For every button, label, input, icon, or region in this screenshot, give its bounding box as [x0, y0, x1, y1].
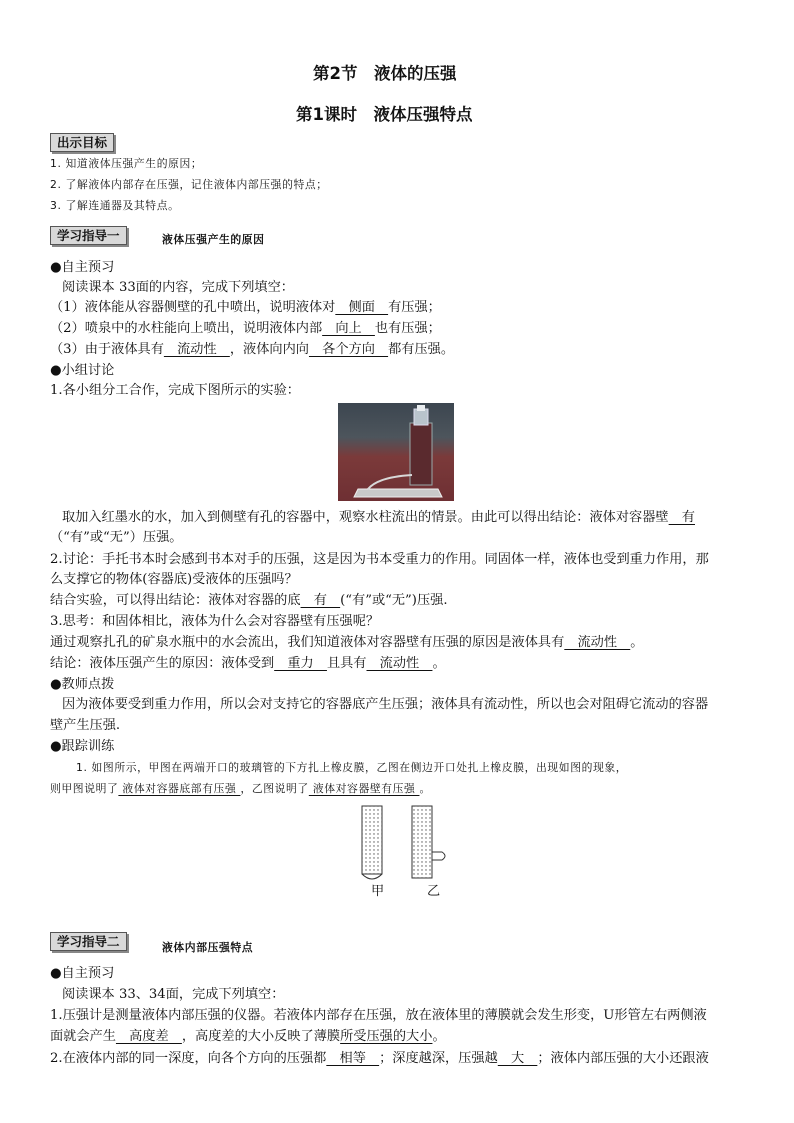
guide1-tag: 学习指导一	[50, 226, 127, 245]
think-question: 3.思考：和固体相比，液体为什么会对容器壁有压强呢？	[50, 614, 380, 629]
guide1-topic: 液体压强产生的原因	[162, 233, 265, 246]
figure-label-jia: 甲	[371, 884, 385, 899]
fill-line-3: （3）由于液体具有 流动性 ，液体向内向 各个方向 都有压强。	[50, 342, 455, 357]
answer-blank: 液体对容器底部有压强	[118, 782, 241, 795]
group-heading: ●小组讨论	[50, 363, 115, 378]
answer-blank: 侧面	[335, 300, 389, 315]
question-1: 1. 如图所示，甲图在两端开口的玻璃管的下方扎上橡皮膜，乙图在侧边开口处扎上橡皮膜，出现如图的现象，	[76, 761, 628, 774]
goal-item: 3. 了解连通器及其特点。	[50, 199, 180, 212]
answer-blank: 所受压强的大小	[340, 1029, 433, 1044]
answer-blank: 向上	[322, 321, 375, 336]
goals-tag: 出示目标	[50, 133, 114, 152]
guide2-tag: 学习指导二	[50, 932, 127, 951]
answer-blank: 流动性	[163, 342, 230, 357]
guide2-topic: 液体内部压强特点	[162, 941, 254, 954]
track-heading: ●跟踪训练	[50, 739, 115, 754]
preview-intro-2: 阅读课本 33、34面，完成下列填空：	[62, 987, 285, 1002]
answer-blank: 流动性	[366, 656, 433, 671]
answer-blank: 流动性	[564, 635, 631, 650]
goal-item: 1. 知道液体压强产生的原因；	[50, 157, 203, 170]
depth-text: 2.在液体内部的同一深度，向各个方向的压强都 相等 ；深度越深，压强越 大 ；液体内部压强的大小还跟液	[50, 1051, 709, 1066]
answer-blank: 重力	[274, 656, 327, 671]
observation-line: 通过观察扎孔的矿泉水瓶中的水会流出，我们知道液体对容器壁有压强的原因是液体具有 流动性 。	[50, 635, 644, 650]
teacher-heading: ●教师点拨	[50, 677, 115, 692]
discussion-text-cont: 么支撑它的物体(容器底)受液体的压强吗？	[50, 572, 298, 587]
preview-heading: ●自主预习	[50, 260, 115, 275]
answer-blank: 相等	[326, 1051, 380, 1066]
fill-line-2: （2）喷泉中的水柱能向上喷出，说明液体内部 向上 也有压强；	[50, 321, 441, 336]
tube-figure	[352, 800, 460, 900]
result-line: 结论：液体压强产生的原因：液体受到 重力 且具有 流动性 。	[50, 656, 446, 671]
answer-blank: 各个方向	[308, 342, 389, 357]
discussion-text: 2.讨论：手托书本时会感到书本对手的压强，这是因为书本受重力的作用。同固体一样，液体也受到重力作用，那	[50, 552, 709, 567]
teacher-text: 因为液体要受到重力作用，所以会对支持它的容器底产生压强；液体具有流动性，所以也会对阻碍它流动的容器	[62, 697, 709, 712]
answer-blank: 液体对容器壁有压强	[308, 782, 420, 795]
gauge-text: 1.压强计是测量液体内部压强的仪器。若液体内部存在压强，放在液体里的薄膜就会发生形变，U形管左右两侧液	[50, 1008, 707, 1023]
group-task: 1.各小组分工合作，完成下图所示的实验：	[50, 383, 300, 398]
page-subtitle: 第1课时 液体压强特点	[296, 105, 473, 124]
answer-blank: 有	[668, 510, 695, 525]
gauge-text-cont: 面就会产生 高度差 ，高度差的大小反映了薄膜所受压强的大小。	[50, 1029, 446, 1044]
goal-item: 2. 了解液体内部存在压强，记住液体内部压强的特点；	[50, 178, 328, 191]
preview-intro: 阅读课本 33面的内容，完成下列填空：	[62, 280, 294, 295]
experiment-text: 取加入红墨水的水，加入到侧壁有孔的容器中，观察水柱流出的情景。由此可以得出结论：液体对容器壁 有	[62, 510, 695, 525]
container-with-hole-image	[338, 403, 454, 501]
page-title: 第2节 液体的压强	[313, 64, 457, 83]
experiment-text-cont: （“有”或“无”）压强。	[50, 530, 183, 545]
figure-label-yi: 乙	[427, 884, 441, 899]
experiment-photo	[338, 403, 454, 501]
preview-heading-2: ●自主预习	[50, 966, 115, 981]
question-1-answer: 则甲图说明了 液体对容器底部有压强 ，乙图说明了 液体对容器壁有压强 。	[50, 782, 431, 795]
conclusion-line: 结合实验，可以得出结论：液体对容器的底 有 (“有”或“无”)压强.	[50, 593, 448, 608]
answer-blank: 有	[300, 593, 341, 608]
answer-blank: 大	[497, 1051, 538, 1066]
answer-blank: 高度差	[115, 1029, 182, 1044]
fill-line-1: （1）液体能从容器侧壁的孔中喷出，说明液体对 侧面 有压强；	[50, 300, 441, 315]
teacher-text-cont: 壁产生压强.	[50, 718, 121, 733]
